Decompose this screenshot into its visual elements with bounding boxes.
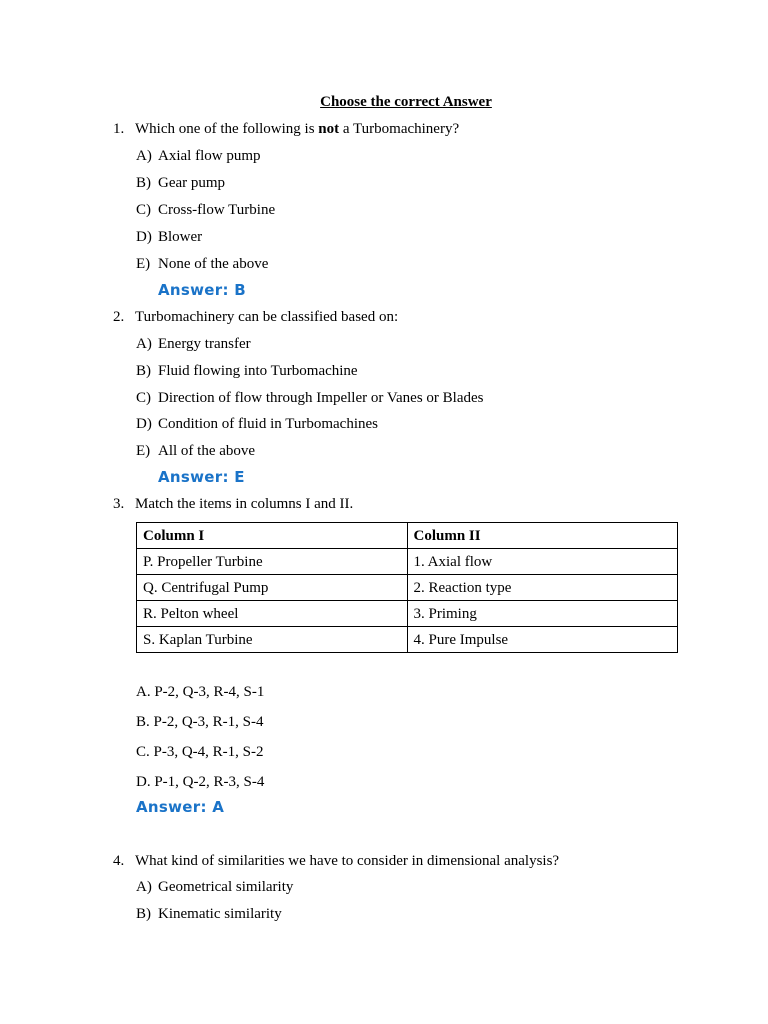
q2-option-e <box>136 442 255 460</box>
question-4 <box>113 852 559 870</box>
option-letter: B) <box>136 363 151 379</box>
option-letter: E) <box>136 443 151 459</box>
option-text: Cross-flow Turbine <box>158 202 276 218</box>
option-text: All of the above <box>158 443 256 459</box>
question-text: Which one of the following is <box>135 121 319 137</box>
q3-option-c: C. P-3, Q-4, R-1, S-2 <box>136 744 264 760</box>
q3-option-d: D. P-1, Q-2, R-3, S-4 <box>136 774 265 790</box>
option-letter: A) <box>136 336 152 352</box>
table-cell: P. Propeller Turbine <box>137 549 408 575</box>
q1-option-e <box>136 255 268 273</box>
option-text: Gear pump <box>158 175 226 191</box>
table-cell: 3. Priming <box>407 601 678 627</box>
question-number: 1. <box>113 121 125 137</box>
q2-answer: Answer: E <box>158 468 245 486</box>
q4-option-b <box>136 905 282 923</box>
option-letter: C) <box>136 390 151 406</box>
table-header-cell: Column II <box>407 523 678 549</box>
table-header-cell: Column I <box>137 523 408 549</box>
option-text: Geometrical similarity <box>158 879 294 895</box>
q2-option-d <box>136 415 378 433</box>
page-heading: Choose the correct Answer <box>320 94 492 110</box>
table-header-row <box>137 523 678 549</box>
table-cell: S. Kaplan Turbine <box>137 627 408 653</box>
option-text: Fluid flowing into Turbomachine <box>158 363 358 379</box>
question-number: 2. <box>113 309 125 325</box>
option-letter: B) <box>136 175 151 191</box>
q3-option-b: B. P-2, Q-3, R-1, S-4 <box>136 714 264 730</box>
question-text: Turbomachinery can be classified based on: <box>135 309 399 325</box>
option-text: Axial flow pump <box>158 148 261 164</box>
q4-option-a <box>136 878 293 896</box>
q2-option-c <box>136 389 483 407</box>
table-cell: R. Pelton wheel <box>137 601 408 627</box>
question-text: a Turbomachinery? <box>339 121 460 137</box>
table-row <box>137 575 678 601</box>
option-letter: D) <box>136 229 152 245</box>
q3-option-a: A. P-2, Q-3, R-4, S-1 <box>136 684 265 700</box>
option-letter: A) <box>136 148 152 164</box>
q1-option-a <box>136 147 261 165</box>
match-table <box>136 522 678 653</box>
option-text: Kinematic similarity <box>158 906 282 922</box>
option-letter: D) <box>136 416 152 432</box>
option-letter: E) <box>136 256 151 272</box>
q2-option-b <box>136 362 358 380</box>
table-cell: Q. Centrifugal Pump <box>137 575 408 601</box>
q1-answer: Answer: B <box>158 281 246 299</box>
table-row <box>137 627 678 653</box>
option-letter: A) <box>136 879 152 895</box>
q3-answer: Answer: A <box>136 798 225 816</box>
question-text: Match the items in columns I and II. <box>135 496 354 512</box>
q1-option-d <box>136 228 202 246</box>
option-text: Energy transfer <box>158 336 251 352</box>
question-text: What kind of similarities we have to consider in dimensional analysis? <box>135 853 560 869</box>
option-text: Condition of fluid in Turbomachines <box>158 416 379 432</box>
question-text-bold: not <box>318 121 340 137</box>
q1-option-b <box>136 174 225 192</box>
question-number: 4. <box>113 853 125 869</box>
option-text: Direction of flow through Impeller or Vanes or Blades <box>158 390 484 406</box>
q1-option-c <box>136 201 275 219</box>
option-text: None of the above <box>158 256 269 272</box>
question-1 <box>113 120 459 138</box>
option-letter: C) <box>136 202 151 218</box>
table-cell: 1. Axial flow <box>407 549 678 575</box>
option-letter: B) <box>136 906 151 922</box>
question-3 <box>113 495 353 513</box>
table-cell: 2. Reaction type <box>407 575 678 601</box>
option-text: Blower <box>158 229 203 245</box>
q2-option-a <box>136 335 251 353</box>
question-2 <box>113 308 398 326</box>
table-row <box>137 549 678 575</box>
question-number: 3. <box>113 496 125 512</box>
table-row <box>137 601 678 627</box>
table-cell: 4. Pure Impulse <box>407 627 678 653</box>
